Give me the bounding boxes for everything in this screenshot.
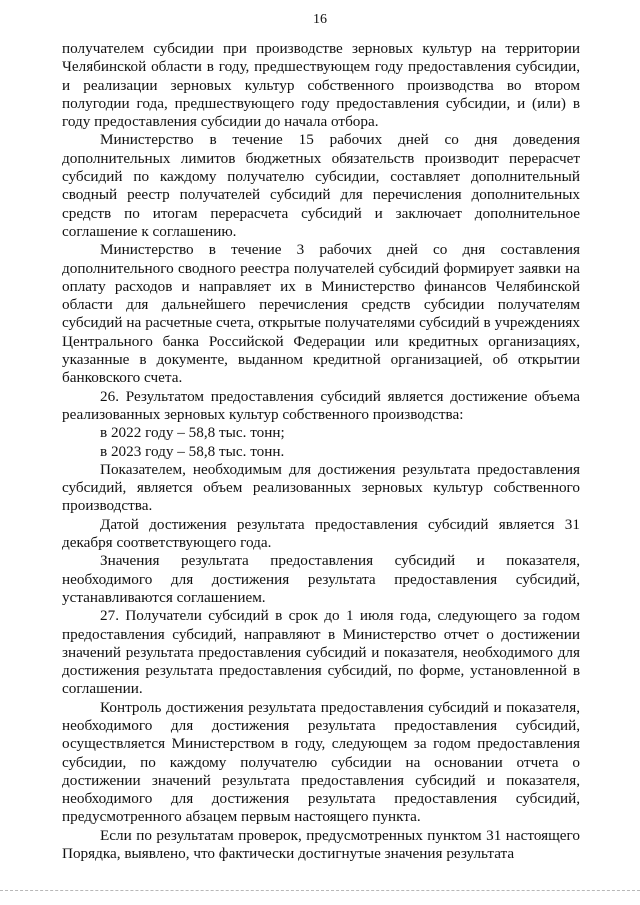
paragraph-inspection-results: Если по результатам проверок, предусмотренных пунктом 31 настоящего Порядка, выявлено, что фактически достигнутые значения результата [62,826,580,863]
paragraph-target-2022: в 2022 году – 58,8 тыс. тонн; [100,424,285,442]
paragraph-item-26: 26. Результатом предоставления субсидий является достижение объема реализованных зерновых культур собственного производства: [62,387,580,423]
paragraph-target-2023: в 2023 году – 58,8 тыс. тонн. [100,442,285,460]
paragraph-values-agreement: Значения результата предоставления субсидий и показателя, необходимого для достижения результата предоставления субсидий, устанавливаются соглашением. [62,552,580,606]
document-body [62,40,580,863]
paragraph-indicator: Показателем, необходимым для достижения результата предоставления субсидий, является объем реализованных зерновых культур собственного производства. [62,460,580,515]
paragraph-control: Контроль достижения результата предоставления субсидий и показателя, необходимого для достижения результата предоставления субсидий, осуществляется Министерством в году, следующем за годом предоставления субсидии, по каждому получателю субсидии на основании отчета о достижении значений результата предоставления субсидий и показателя, необходимого для достижения результата предоставления субсидий, предусмотренного абзацем первым настоящего пункта. [62,698,580,826]
paragraph-payment-requests: Министерство в течение 3 рабочих дней со дня составления дополнительного сводного реестра получателей субсидий формирует заявки на оплату расходов и направляет их в Министерство финансов Челябинской области для дальнейшего перечисления средств субсидии получателям субсидий на расчетные счета, открытые получателями субсидий в учреждениях Центрального банка Российской Федерации или кредитных организациях, указанные в документе, выданном кредитной организацией, об открытии банковского счета. [62,241,580,387]
paragraph-achievement-date: Датой достижения результата предоставления субсидий является 31 декабря соответствующего года. [62,515,580,552]
page-number: 16 [313,12,327,27]
bottom-border-line [0,890,640,891]
paragraph-item-27: 27. Получатели субсидий в срок до 1 июля года, следующего за годом предоставления субсидий, направляют в Министерство отчет о достижении значений результата предоставления субсидий и показателя, необходимого для достижения результата предоставления субсидий, по форме, установленной в соглашении. [62,607,580,698]
paragraph-recalculation: Министерство в течение 15 рабочих дней со дня доведения дополнительных лимитов бюджетных обязательств производит перерасчет субсидий по каждому получателю субсидии, составляет дополнительный сводный реестр получателей субсидий для перечисления дополнительных средств по итогам перерасчета субсидий и заключает дополнительное соглашение к соглашению. [62,131,580,240]
paragraph-continuation: получателем субсидии при производстве зерновых культур на территории Челябинской области в году, предшествующем году предоставления субсидии, и реализации зерновых культур собственного производства во втором полугодии года, предшествующего году предоставления субсидии, и (или) в году предоставления субсидии до начала отбора. [62,40,580,131]
